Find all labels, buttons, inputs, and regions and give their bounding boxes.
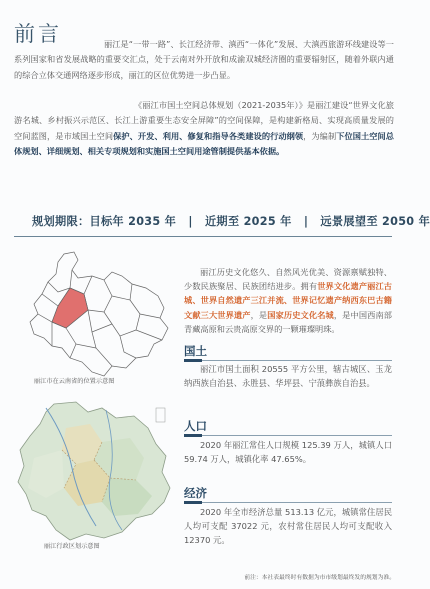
district-map-caption: 丽江行政区划示意图 xyxy=(44,543,100,550)
period-long-term: 远景展望至 2050 年 xyxy=(320,215,430,228)
culture-text-3: ，是中国西南部青藏高原和云贵高原交界的一颗璀璨明珠。 xyxy=(184,309,392,334)
territory-heading: 国土 xyxy=(184,344,207,358)
culture-text-2: ，是 xyxy=(250,309,268,320)
planning-period xyxy=(32,213,430,229)
section-divider xyxy=(202,502,392,503)
population-text: 2020 年丽江常住人口规模 125.39 万人，城镇人口 59.74 万人，城镇化率 47.65%。 xyxy=(184,440,392,464)
intro-p2-mid: ，为编制 xyxy=(303,130,337,141)
period-near-term: 近期至 2025 年 xyxy=(204,215,292,228)
economy-text: 2020 年全市经济总量 513.13 亿元，城镇常住居民人均可支配 37022 元，农村常住居民人均可支配收入 12370 元。 xyxy=(184,507,392,545)
territory-text: 丽江市国土面积 20555 平方公里，辖古城区、玉龙纳西族自治县、永胜县、华坪县、宁蒗彝族自治县。 xyxy=(184,364,392,388)
lijiang-district-map xyxy=(6,398,178,548)
section-divider xyxy=(202,435,392,436)
map-legend-box xyxy=(156,408,165,422)
intro-p2-highlight-2: 下位国土空间总体规划、详细规划、相关专项规划和实施国土空间用途管制提供基本依据。 xyxy=(14,130,394,156)
lijiang-highlight-region xyxy=(52,288,88,328)
population-heading: 人口 xyxy=(184,419,207,433)
section-accent-bar xyxy=(184,434,202,437)
period-separator: | xyxy=(303,215,309,228)
economy-heading: 经济 xyxy=(184,486,207,500)
section-accent-bar xyxy=(184,501,202,504)
historic-city-highlight: 国家历史文化名城 xyxy=(267,309,334,320)
period-label: 规划期限： xyxy=(32,215,90,228)
intro-paragraph-2 xyxy=(14,98,394,159)
divider xyxy=(14,236,392,237)
province-map-caption: 丽江市在云南省的位置示意图 xyxy=(34,378,115,385)
page-title: 前言 xyxy=(14,22,62,46)
period-target-year: 目标年 2035 年 xyxy=(89,215,177,228)
world-heritage-highlight: 世界文化遗产丽江古城、世界自然遗产三江并流、世界记忆遗产纳西东巴古籍文献三大世界遗产 xyxy=(184,281,392,320)
section-divider xyxy=(202,360,392,361)
culture-paragraph xyxy=(184,265,392,336)
yunnan-province-map xyxy=(12,248,177,383)
intro-p2-text: 《丽江市国土空间总体规划（2021-2035年）》是丽江建设“世界文化旅游名城、乡村振兴示范区、长江上游重要生态安全屏障”的空间保障，是构建新格局、实现高质量发展的空间蓝图，是市域国土空间 xyxy=(14,100,394,141)
intro-paragraph-1: 丽江是“一带一路”、长江经济带、滇西“一体化”发展、大滇西旅游环线建设等一系列国家和省发展战略的重要交汇点，处于云南对外开放和成渝双城经济圈的重要辐射区，随着外联内通的综合立体交通网络逐步形成，丽江的区位优势进一步凸显。 xyxy=(14,39,394,80)
period-separator: | xyxy=(188,215,193,228)
footnote: 前注：本社表最终时有数据为市市级划最终发的规划为准。 xyxy=(244,575,395,581)
intro-p2-highlight-1: 保护、开发、利用、修复和指导各类建设的行动纲领 xyxy=(113,130,304,141)
culture-text-1: 丽江历史文化悠久、自然风光优美、资源禀赋独特、少数民族聚居、民族团结进步。拥有 xyxy=(184,267,392,292)
